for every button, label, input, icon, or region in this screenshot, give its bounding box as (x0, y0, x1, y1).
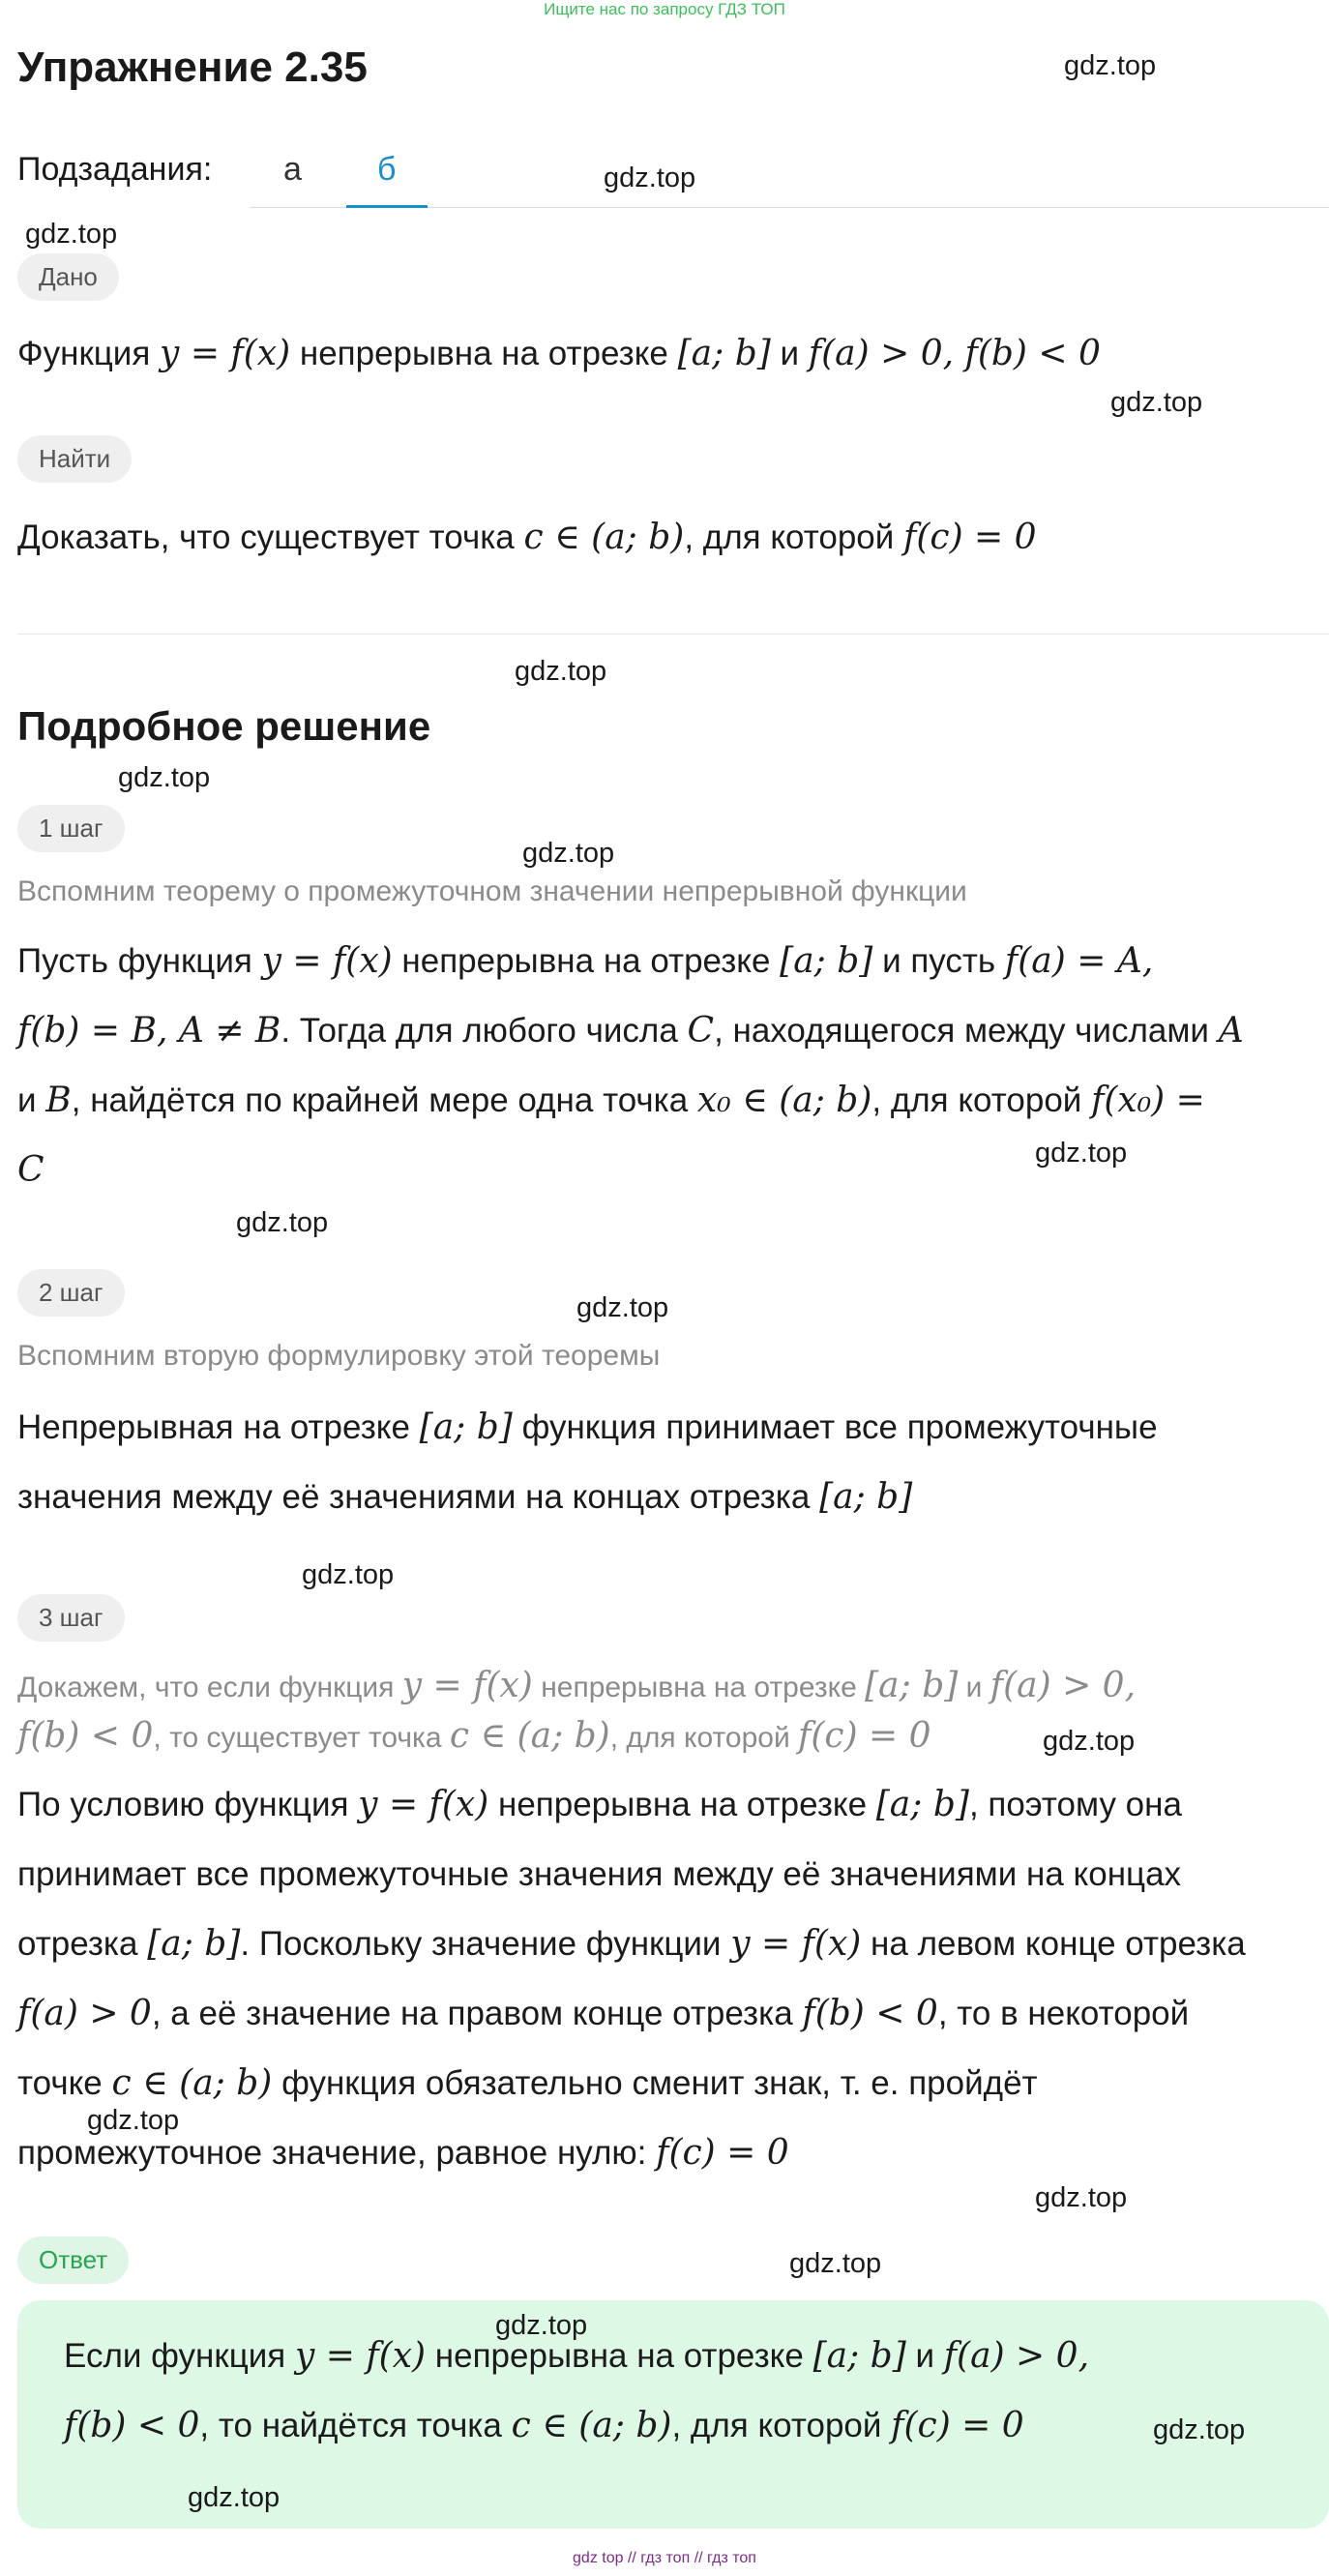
footer[interactable]: gdz top // гдз топ // гдз топ (573, 2550, 756, 2566)
watermark: gdz.top (1153, 2414, 1246, 2445)
answer-text: Если функция y = f(x) непрерывна на отрезке [a; b] и f(a) > 0, f(b) < 0, то найдётся точка c ∈ (a; b), для которой f(c) = 0 (64, 2336, 1090, 2445)
watermark: gdz.top (118, 762, 211, 793)
watermark: gdz.top (1035, 1138, 1128, 1169)
given-text: Функция y = f(x) непрерывна на отрезке [a; b] и f(a) > 0, f(b) < 0 (17, 334, 1101, 373)
step1-badge: 1 шаг (17, 805, 125, 852)
watermark: gdz.top (236, 1207, 329, 1238)
watermark: gdz.top (604, 163, 696, 193)
find-text: Доказать, что существует точка c ∈ (a; b), для которой f(c) = 0 (17, 518, 1037, 557)
step3-badge: 3 шаг (17, 1594, 125, 1642)
watermark: gdz.top (522, 838, 615, 869)
tab-b[interactable]: б (377, 151, 397, 188)
watermark: gdz.top (1035, 2182, 1128, 2213)
page-title: Упражнение 2.35 (17, 44, 368, 91)
top-banner[interactable]: Ищите нас по запросу ГДЗ ТОП (544, 0, 785, 18)
step2-text: Непрерывная на отрезке [a; b] функция принимает все промежуточные значения между её значениями на концах отрезка [a; b] (17, 1407, 1158, 1517)
step3-subtitle: Докажем, что если функция y = f(x) непрерывна на отрезке [a; b] и f(a) > 0, f(b) < 0, то существует точка c ∈ (a; b), для которой f(c) = 0 (17, 1666, 1137, 1756)
step1-text: Пусть функция y = f(x) непрерывна на отрезке [a; b] и пусть f(a) = A, f(b) = B, A ≠ B. Тогда для любого числа C, находящегося между числами A и B, найдётся по крайней мере одна точка x₀ ∈ (a; b), для которой f(x₀) = C (17, 941, 1244, 1190)
find-badge: Найти (17, 435, 132, 483)
given-badge: Дано (17, 253, 119, 301)
step3-text: По условию функция y = f(x) непрерывна на отрезке [a; b], поэтому она принимает все промежуточные значения между её значениями на концах отрезка [a; b]. Поскольку значение функции y = f(x) на левом конце отрезка f(a) > 0, а её значение на правом конце отрезка f(b) < 0, то в некоторой точке c ∈ (a; b) функция обязательно сменит знак, т. е. пройдёт промежуточное значение, равное нулю: f(c) = 0 (17, 1785, 1246, 2173)
tab-a[interactable]: а (283, 151, 302, 188)
watermark: gdz.top (87, 2105, 180, 2136)
watermark: gdz.top (789, 2248, 882, 2279)
watermark: gdz.top (576, 1292, 669, 1323)
step2-badge: 2 шаг (17, 1269, 125, 1317)
watermark: gdz.top (495, 2310, 588, 2341)
watermark: gdz.top (302, 1559, 395, 1590)
step2-subtitle: Вспомним вторую формулировку этой теоремы (17, 1340, 661, 1372)
solution-title: Подробное решение (17, 703, 431, 749)
watermark: gdz.top (1064, 50, 1157, 81)
subtasks-label: Подзадания: (17, 151, 213, 188)
watermark: gdz.top (1043, 1726, 1136, 1757)
watermark: gdz.top (188, 2482, 281, 2513)
answer-badge: Ответ (17, 2236, 129, 2284)
active-tab-indicator (346, 205, 428, 208)
step1-subtitle: Вспомним теорему о промежуточном значении непрерывной функции (17, 875, 967, 907)
watermark: gdz.top (1110, 387, 1203, 418)
section-divider (17, 634, 1329, 635)
watermark: gdz.top (25, 219, 118, 250)
watermark: gdz.top (515, 656, 607, 687)
